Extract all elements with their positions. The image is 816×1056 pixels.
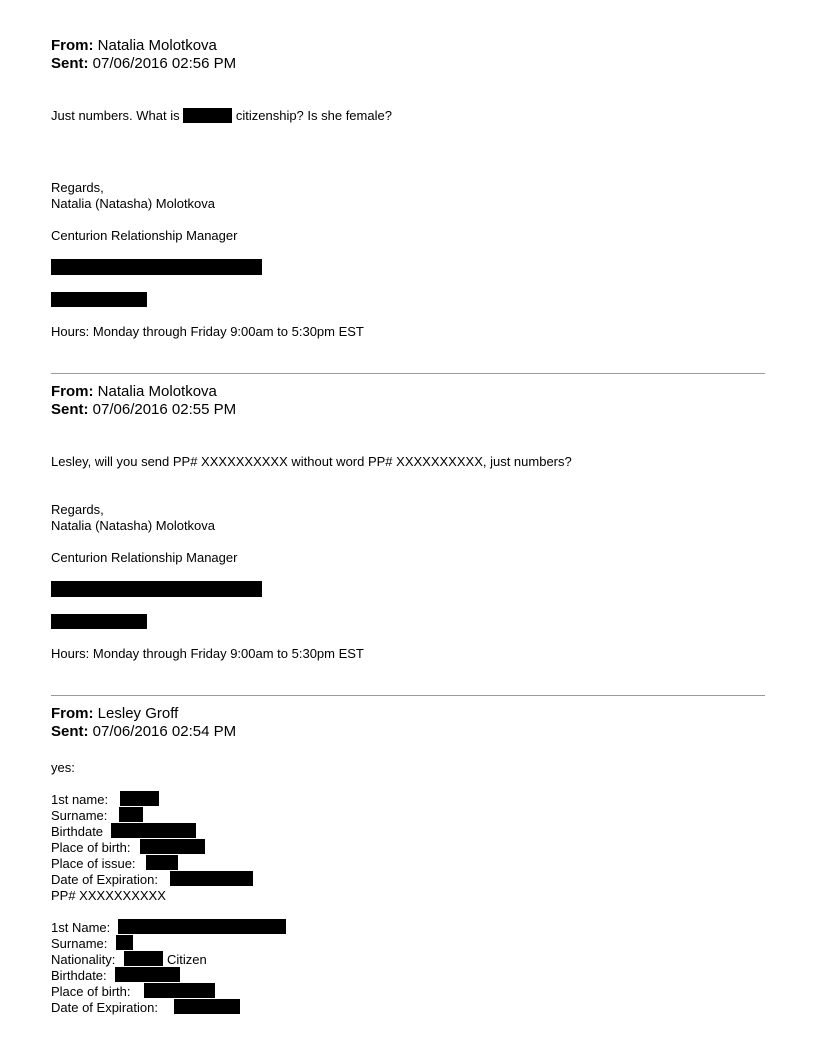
field-label-birthdate: Birthdate: [51, 968, 107, 983]
redaction [146, 855, 178, 870]
from-label: From: [51, 705, 94, 722]
redaction [140, 839, 205, 854]
sent-label: Sent: [51, 723, 89, 740]
field-label-place-of-issue: Place of issue: [51, 856, 136, 871]
redaction [115, 967, 180, 982]
email-3-body: yes: [51, 760, 75, 775]
email-3-sent-line [51, 723, 236, 741]
divider [51, 373, 765, 374]
field-label-first-name: 1st name: [51, 792, 109, 807]
sent-date: 07/06/2016 02:54 PM [92, 723, 237, 740]
email-1-hours: Hours: Monday through Friday 9:00am to 5:30pm EST [51, 324, 364, 339]
redaction [174, 999, 240, 1014]
field-label-surname: Surname: [51, 808, 108, 823]
redaction [51, 614, 147, 629]
email-2-signature-title: Centurion Relationship Manager [51, 550, 238, 565]
sent-date: 07/06/2016 02:56 PM [92, 55, 237, 72]
field-label-date-of-expiration: Date of Expiration: [51, 1000, 158, 1015]
field-label-first-name: 1st Name: [51, 920, 111, 935]
redaction [124, 951, 163, 966]
field-label-nationality: Nationality: [51, 952, 116, 967]
sent-label: Sent: [51, 55, 89, 72]
redaction [111, 823, 196, 838]
from-name: Lesley Groff [97, 705, 179, 722]
email-1-regards: Regards, [51, 180, 104, 195]
redaction [51, 292, 147, 307]
redaction [51, 581, 262, 597]
from-label: From: [51, 37, 94, 54]
field-label-date-of-expiration: Date of Expiration: [51, 872, 158, 887]
email-2-signature-name: Natalia (Natasha) Molotkova [51, 518, 216, 533]
sent-label: Sent: [51, 401, 89, 418]
email-1-from-line [51, 37, 217, 55]
email-1-sent-line [51, 55, 236, 73]
redaction [119, 807, 143, 822]
redaction [51, 259, 262, 275]
email-2-body: Lesley, will you send PP# XXXXXXXXXX without word PP# XXXXXXXXXX, just numbers? [51, 454, 572, 469]
redaction [144, 983, 215, 998]
email-2-sent-line [51, 401, 236, 419]
email-2-regards: Regards, [51, 502, 104, 517]
field-label-birthdate: Birthdate [51, 824, 104, 839]
body-text-before: Just numbers. What is [51, 108, 180, 123]
email-2-from-line [51, 383, 217, 401]
field-label-surname: Surname: [51, 936, 108, 951]
email-2-hours: Hours: Monday through Friday 9:00am to 5:30pm EST [51, 646, 364, 661]
redaction [116, 935, 133, 950]
redaction [120, 791, 159, 806]
body-text-after: citizenship? Is she female? [235, 108, 392, 123]
from-label: From: [51, 383, 94, 400]
from-name: Natalia Molotkova [97, 383, 217, 400]
email-3-from-line [51, 705, 178, 723]
divider [51, 695, 765, 696]
passport-number: PP# XXXXXXXXXX [51, 888, 166, 903]
field-label-place-of-birth: Place of birth: [51, 840, 131, 855]
redaction [170, 871, 253, 886]
email-1-signature-name: Natalia (Natasha) Molotkova [51, 196, 216, 211]
nationality-suffix: Citizen [167, 952, 207, 967]
field-label-place-of-birth: Place of birth: [51, 984, 131, 999]
from-name: Natalia Molotkova [97, 37, 217, 54]
redaction [118, 919, 286, 934]
email-1-body [51, 108, 392, 124]
email-1-signature-title: Centurion Relationship Manager [51, 228, 238, 243]
redaction [183, 108, 232, 123]
sent-date: 07/06/2016 02:55 PM [92, 401, 237, 418]
